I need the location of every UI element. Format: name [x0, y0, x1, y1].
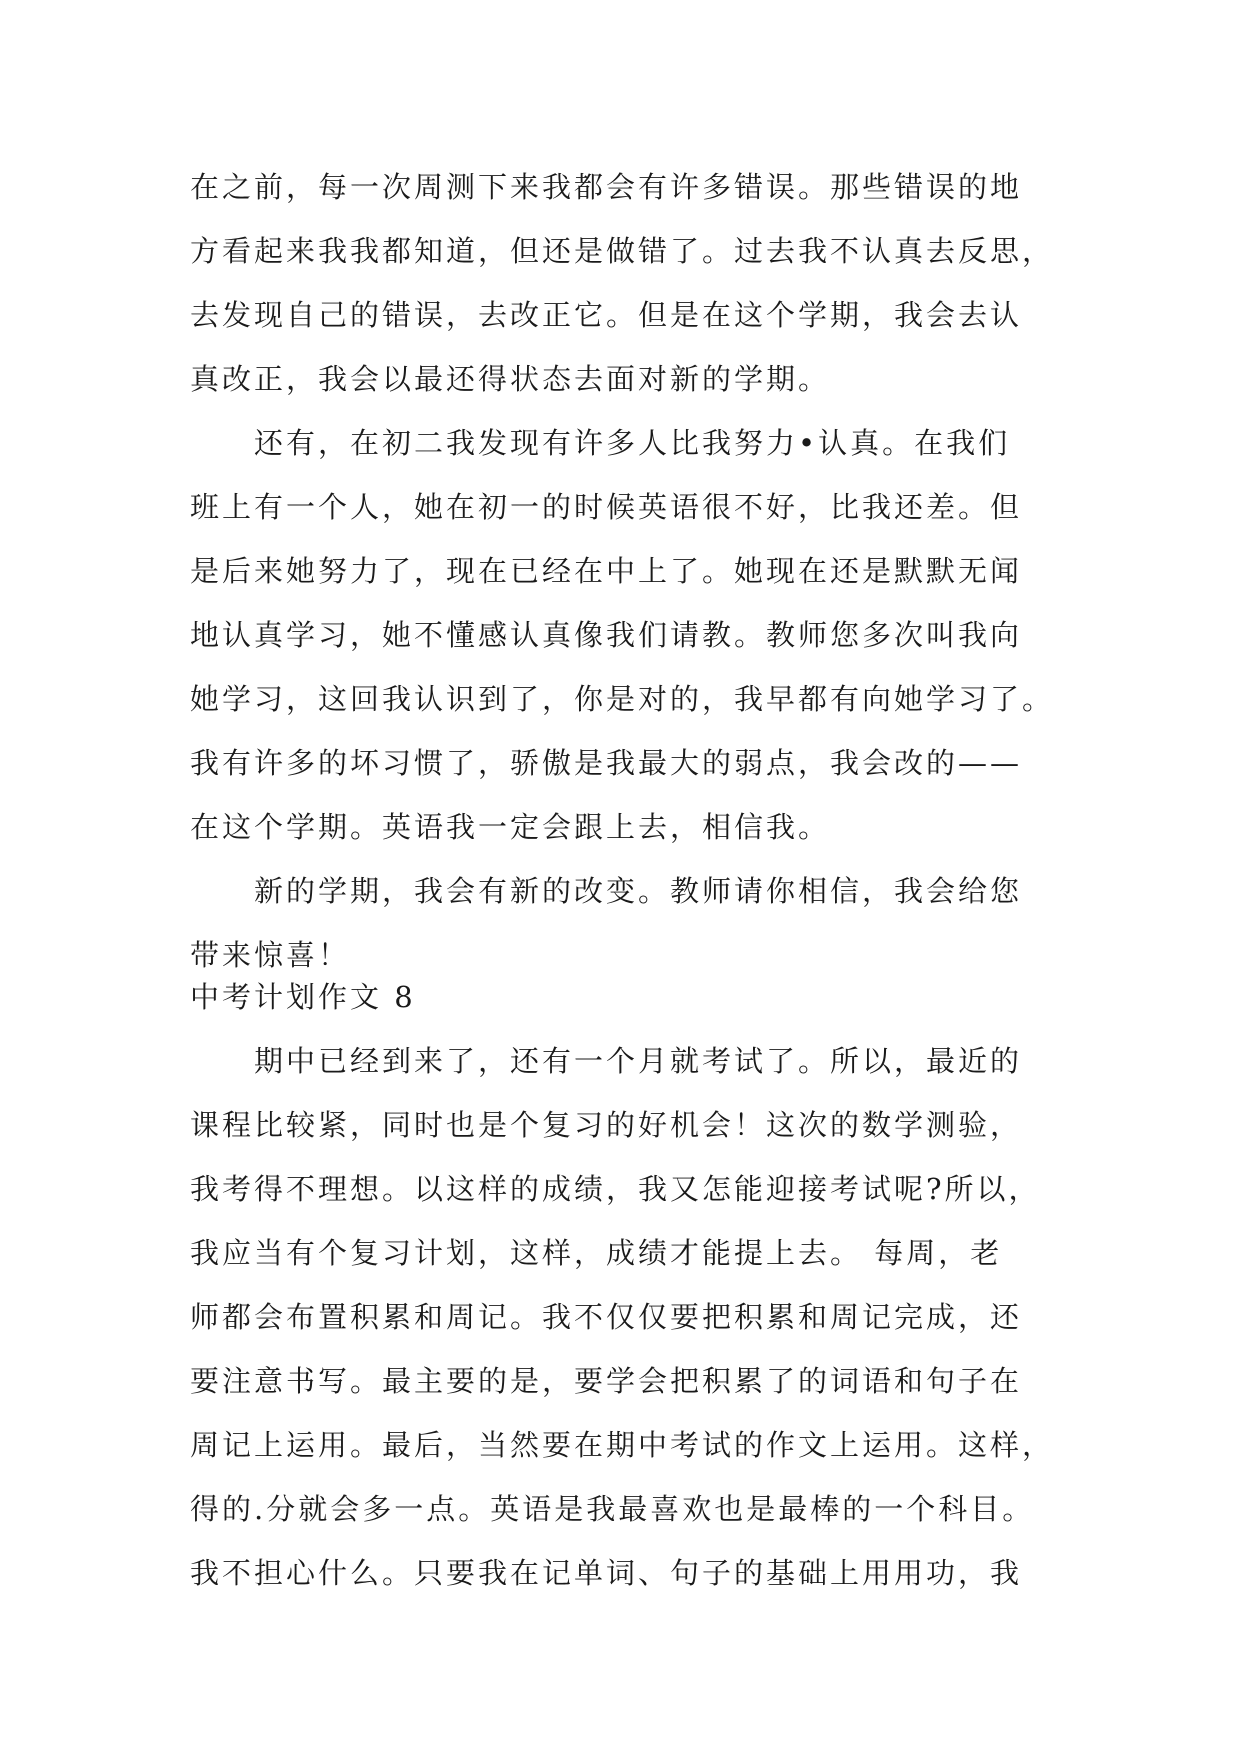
text-line: 地认真学习，她不懂感认真像我们请教。教师您多次叫我向	[190, 618, 1023, 652]
text-line: 在之前，每一次周测下来我都会有许多错误。那些错误的地	[190, 170, 1023, 204]
text-line: 我不担心什么。只要我在记单词、句子的基础上用用功，我	[190, 1556, 1023, 1590]
text-line: 是后来她努力了，现在已经在中上了。她现在还是默默无闻	[190, 554, 1023, 588]
text-line: 还有，在初二我发现有许多人比我努力•认真。在我们	[190, 426, 1011, 460]
text-line: 她学习，这回我认识到了，你是对的，我早都有向她学习了。	[190, 682, 1055, 716]
text-line: 带来惊喜！	[190, 938, 351, 972]
text-line: 师都会布置积累和周记。我不仅仅要把积累和周记完成，还	[190, 1300, 1023, 1334]
text-line: 新的学期，我会有新的改变。教师请你相信，我会给您	[190, 874, 1023, 908]
text-line: 我考得不理想。以这样的成绩，我又怎能迎接考试呢?所以，	[190, 1172, 1041, 1206]
essay-8-section	[190, 1029, 1055, 1605]
text-line: 期中已经到来了，还有一个月就考试了。所以，最近的	[190, 1044, 1023, 1078]
text-line: 方看起来我我都知道，但还是做错了。过去我不认真去反思，	[190, 234, 1055, 268]
text-line: 课程比较紧，同时也是个复习的好机会！这次的数学测验，	[190, 1108, 1023, 1142]
text-line: 真改正，我会以最还得状态去面对新的学期。	[190, 362, 831, 396]
text-line: 我应当有个复习计划，这样，成绩才能提上去。 每周，老	[190, 1236, 1003, 1270]
text-line: 在这个学期。英语我一定会跟上去，相信我。	[190, 810, 831, 844]
text-line: 周记上运用。最后，当然要在期中考试的作文上运用。这样，	[190, 1428, 1055, 1462]
text-line: 我有许多的坏习惯了，骄傲是我最大的弱点，我会改的——	[190, 746, 1023, 780]
text-line: 得的.分就会多一点。英语是我最喜欢也是最棒的一个科目。	[190, 1492, 1035, 1526]
section-heading-block	[190, 965, 1050, 1029]
text-line: 班上有一个人，她在初一的时候英语很不好，比我还差。但	[190, 490, 1023, 524]
text-line: 要注意书写。最主要的是，要学会把积累了的词语和句子在	[190, 1364, 1023, 1398]
section-heading: 中考计划作文 8	[190, 980, 416, 1014]
essay-continuation-section	[190, 155, 1055, 987]
text-line: 去发现自己的错误，去改正它。但是在这个学期，我会去认	[190, 298, 1023, 332]
